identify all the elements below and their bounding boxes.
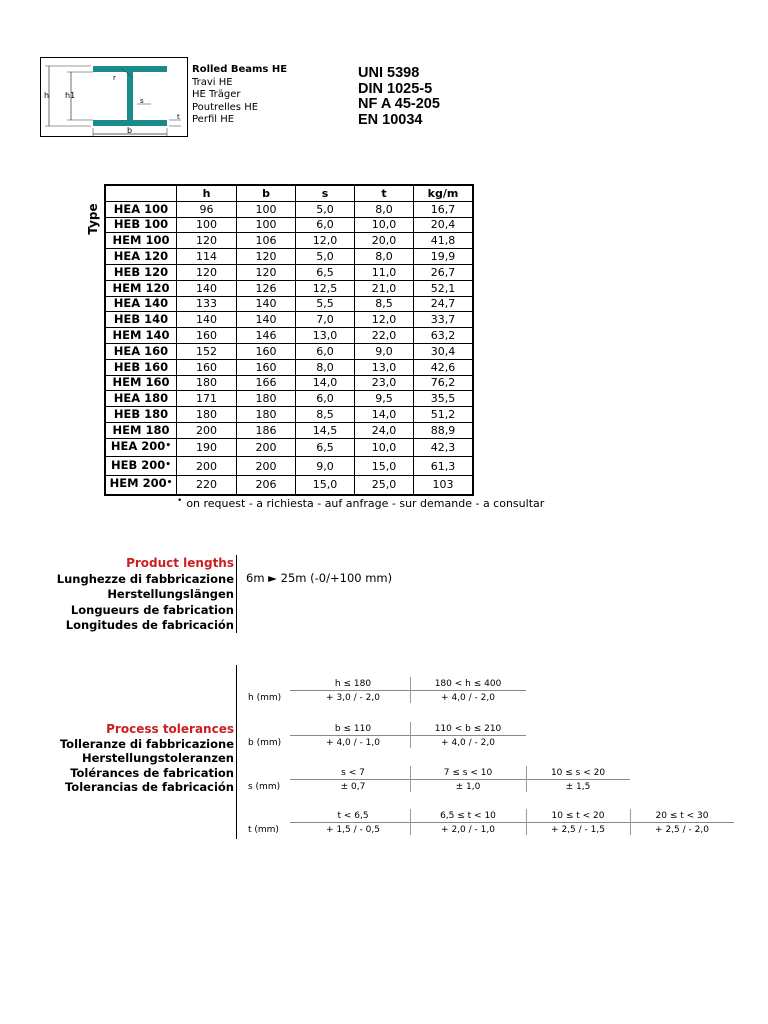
standard-din: DIN 1025-5	[358, 80, 433, 97]
tolerance-value: + 4,0 / - 2,0	[441, 693, 495, 703]
cell-kgm: 52,1	[414, 280, 474, 296]
tolerance-column-separator	[410, 677, 411, 703]
tolerances-label-it: Tolleranze di fabbricazione	[59, 736, 234, 751]
type-name: HEA 140	[113, 296, 169, 311]
cell-t: 8,5	[355, 296, 414, 312]
cell-t: 23,0	[355, 375, 414, 391]
tolerance-range-header: 20 ≤ t < 30	[655, 811, 709, 821]
cell-kgm: 24,7	[414, 296, 474, 312]
cell-s: 8,5	[296, 407, 355, 423]
title-de: HE Träger	[192, 89, 241, 101]
type-name: HEM 100	[112, 233, 170, 248]
lengths-label-it: Lunghezze di fabbricazione	[56, 571, 234, 586]
product-lengths-value: 6m ► 25m (-0/+100 mm)	[246, 571, 393, 585]
cell-t: 9,5	[355, 391, 414, 407]
tolerance-value: + 1,5 / - 0,5	[326, 825, 380, 835]
lengths-label-fr: Longueurs de fabrication	[70, 602, 234, 617]
on-request-mark: •	[165, 459, 172, 470]
cell-s: 12,0	[296, 233, 355, 249]
cell-s: 9,0	[296, 457, 355, 476]
cell-h: 171	[177, 391, 237, 407]
header-t: t	[355, 185, 414, 201]
cell-s: 8,0	[296, 359, 355, 375]
cell-s: 6,0	[296, 217, 355, 233]
cell-h: 120	[177, 264, 237, 280]
cell-b: 186	[237, 422, 296, 438]
cell-b: 146	[237, 328, 296, 344]
cell-t: 14,0	[355, 407, 414, 423]
cell-h: 140	[177, 280, 237, 296]
cell-kgm: 88,9	[414, 422, 474, 438]
b-label: b	[127, 126, 133, 135]
cell-h: 180	[177, 407, 237, 423]
tolerance-range-header: 10 ≤ t < 20	[551, 811, 605, 821]
type-name: HEA 120	[113, 249, 169, 264]
type-label-text: Type	[86, 203, 100, 235]
tolerance-range-header: b ≤ 110	[334, 724, 372, 734]
type-name: HEA 100	[113, 201, 169, 216]
tolerance-range-header: h ≤ 180	[334, 679, 372, 689]
cell-b: 166	[237, 375, 296, 391]
cell-b: 206	[237, 475, 296, 494]
header-b: b	[237, 185, 296, 201]
cell-t: 8,0	[355, 201, 414, 217]
cell-kgm: 76,2	[414, 375, 474, 391]
tolerance-dim-label: b (mm)	[248, 738, 282, 748]
cell-s: 14,5	[296, 422, 355, 438]
tolerance-dim-label: s (mm)	[248, 782, 281, 792]
cell-kgm: 19,9	[414, 249, 474, 265]
tolerance-range-header: 6,5 ≤ t < 10	[440, 811, 496, 821]
type-name: HEM 160	[112, 375, 170, 390]
cell-h: 160	[177, 328, 237, 344]
tolerances-label-es: Tolerancias de fabricación	[64, 780, 234, 795]
cell-b: 140	[237, 312, 296, 328]
type-name: HEB 100	[113, 217, 169, 232]
cell-kgm: 42,6	[414, 359, 474, 375]
cell-kgm: 33,7	[414, 312, 474, 328]
cell-s: 5,0	[296, 201, 355, 217]
cell-h: 200	[177, 457, 237, 476]
cell-kgm: 42,3	[414, 438, 474, 457]
tolerance-column-separator	[410, 766, 411, 792]
cell-s: 6,5	[296, 264, 355, 280]
type-name: HEM 200	[109, 476, 167, 491]
tolerance-range-header: t < 6,5	[337, 811, 369, 821]
cell-kgm: 103	[414, 475, 474, 494]
cell-b: 180	[237, 391, 296, 407]
on-request-mark: •	[166, 478, 173, 489]
tolerance-column-separator	[630, 809, 631, 835]
on-request-mark: •	[165, 441, 172, 452]
cell-b: 180	[237, 407, 296, 423]
type-name: HEB 120	[113, 264, 169, 279]
tolerances-label-fr: Tolérances de fabrication	[70, 765, 234, 780]
cell-h: 100	[177, 217, 237, 233]
tolerance-column-separator	[526, 766, 527, 792]
cell-h: 140	[177, 312, 237, 328]
cell-s: 15,0	[296, 475, 355, 494]
footnote-mark: •	[177, 496, 183, 506]
cell-h: 180	[177, 375, 237, 391]
type-name: HEB 200	[110, 457, 166, 472]
footnote-text: on request - a richiesta - auf anfrage - sur demande - a consultar	[186, 497, 545, 510]
header-h: h	[177, 185, 237, 201]
cell-kgm: 51,2	[414, 407, 474, 423]
cell-b: 140	[237, 296, 296, 312]
cell-s: 13,0	[296, 328, 355, 344]
t-label: t	[177, 113, 180, 121]
standard-nf: NF A 45-205	[358, 96, 440, 113]
title-fr: Poutrelles HE	[192, 101, 259, 113]
cell-t: 11,0	[355, 264, 414, 280]
cell-h: 114	[177, 249, 237, 265]
tolerance-row-divider	[290, 735, 526, 736]
cell-s: 12,5	[296, 280, 355, 296]
cell-t: 8,0	[355, 249, 414, 265]
type-name: HEA 160	[113, 343, 169, 358]
h-label: h	[44, 91, 50, 100]
lengths-label-de: Herstellungslängen	[107, 587, 234, 601]
cell-b: 126	[237, 280, 296, 296]
cell-h: 220	[177, 475, 237, 494]
cell-b: 200	[237, 438, 296, 457]
cell-h: 120	[177, 233, 237, 249]
type-name: HEB 180	[113, 407, 169, 422]
title-es: Perfil HE	[192, 114, 235, 126]
cell-h: 200	[177, 422, 237, 438]
type-name: HEM 120	[112, 280, 170, 295]
cell-t: 24,0	[355, 422, 414, 438]
cell-t: 10,0	[355, 438, 414, 457]
tolerance-dim-label: h (mm)	[248, 693, 282, 703]
tolerance-value: + 4,0 / - 2,0	[441, 738, 495, 748]
cell-h: 96	[177, 201, 237, 217]
standard-uni: UNI 5398	[358, 65, 420, 81]
tolerance-range-header: 7 ≤ s < 10	[443, 768, 493, 778]
cell-t: 12,0	[355, 312, 414, 328]
title-en: Rolled Beams HE	[192, 64, 288, 75]
cell-s: 5,0	[296, 249, 355, 265]
cell-t: 25,0	[355, 475, 414, 494]
tolerances-label-de: Herstellungstoleranzen	[81, 751, 234, 766]
tolerance-value: ± 1,0	[455, 782, 481, 792]
cell-b: 160	[237, 359, 296, 375]
tolerance-column-separator	[526, 809, 527, 835]
tolerance-column-separator	[410, 722, 411, 748]
h1-label: h1	[65, 91, 76, 100]
cell-h: 160	[177, 359, 237, 375]
tolerance-range-header: s < 7	[341, 768, 365, 778]
cell-kgm: 63,2	[414, 328, 474, 344]
tolerance-range-header: 110 < b ≤ 210	[434, 724, 502, 734]
tolerance-value: ± 0,7	[340, 782, 366, 792]
title-it: Travi HE	[192, 76, 233, 88]
tolerance-value: ± 1,5	[565, 782, 591, 792]
cell-b: 106	[237, 233, 296, 249]
cell-kgm: 30,4	[414, 343, 474, 359]
cell-b: 100	[237, 201, 296, 217]
cell-s: 14,0	[296, 375, 355, 391]
standard-en: EN 10034	[358, 111, 423, 128]
tolerance-value: + 3,0 / - 2,0	[326, 693, 380, 703]
tolerance-value: + 2,5 / - 2,0	[655, 825, 709, 835]
cell-s: 5,5	[296, 296, 355, 312]
s-label: s	[140, 97, 144, 105]
type-name: HEB 160	[113, 359, 169, 374]
type-name: HEA 180	[113, 391, 169, 406]
header-kgm: kg/m	[414, 185, 474, 201]
cell-b: 200	[237, 457, 296, 476]
cell-kgm: 20,4	[414, 217, 474, 233]
type-name: HEM 180	[112, 422, 170, 437]
product-lengths-title: Product lengths	[126, 556, 234, 570]
process-tolerances-title: Process tolerances	[106, 722, 234, 736]
cell-t: 9,0	[355, 343, 414, 359]
cell-kgm: 41,8	[414, 233, 474, 249]
cell-s: 7,0	[296, 312, 355, 328]
cell-t: 10,0	[355, 217, 414, 233]
tolerance-dim-label: t (mm)	[248, 825, 279, 835]
tolerance-value: + 4,0 / - 1,0	[326, 738, 380, 748]
header-s: s	[296, 185, 355, 201]
tolerance-column-separator	[410, 809, 411, 835]
cell-h: 133	[177, 296, 237, 312]
tolerance-range-header: 180 < h ≤ 400	[434, 679, 502, 689]
cell-s: 6,5	[296, 438, 355, 457]
cell-t: 22,0	[355, 328, 414, 344]
tolerance-row-divider	[290, 690, 526, 691]
lengths-label-es: Longitudes de fabricación	[65, 618, 234, 632]
cell-t: 15,0	[355, 457, 414, 476]
cell-b: 120	[237, 264, 296, 280]
tolerance-value: + 2,5 / - 1,5	[551, 825, 605, 835]
r-label: r	[113, 74, 116, 82]
cell-kgm: 26,7	[414, 264, 474, 280]
cell-b: 120	[237, 249, 296, 265]
cell-b: 100	[237, 217, 296, 233]
cell-b: 160	[237, 343, 296, 359]
cell-s: 6,0	[296, 391, 355, 407]
cell-kgm: 61,3	[414, 457, 474, 476]
cell-kgm: 35,5	[414, 391, 474, 407]
cell-h: 152	[177, 343, 237, 359]
cell-t: 21,0	[355, 280, 414, 296]
cell-kgm: 16,7	[414, 201, 474, 217]
tolerance-row-divider	[290, 779, 630, 780]
tolerance-value: + 2,0 / - 1,0	[441, 825, 495, 835]
tolerance-row-divider	[290, 822, 734, 823]
cell-h: 190	[177, 438, 237, 457]
type-name: HEM 140	[112, 328, 170, 343]
type-name: HEA 200	[110, 439, 166, 454]
cell-t: 20,0	[355, 233, 414, 249]
cell-s: 6,0	[296, 343, 355, 359]
cell-t: 13,0	[355, 359, 414, 375]
tolerance-range-header: 10 ≤ s < 20	[550, 768, 606, 778]
type-name: HEB 140	[113, 312, 169, 327]
